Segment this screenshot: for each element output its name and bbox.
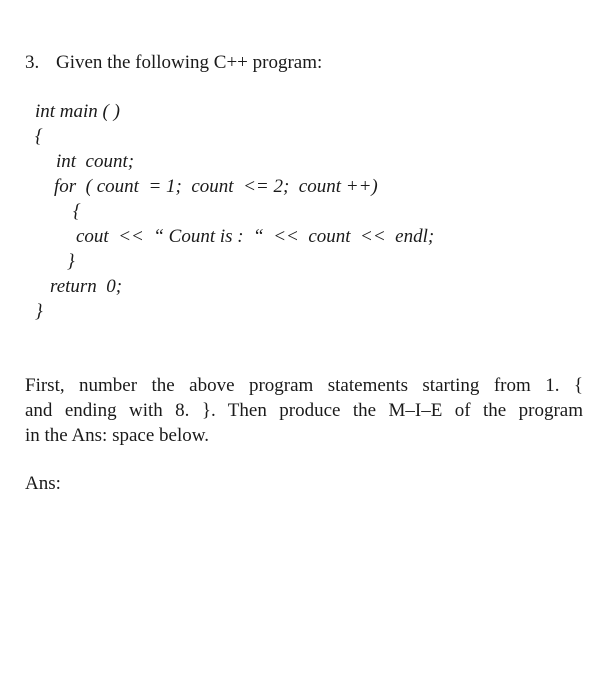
code-line-7: } [67,251,75,272]
code-line-8: return 0; [50,276,123,297]
instructions-line-2: and ending with 8. }. Then produce the M–I–E of the program [25,400,583,421]
instructions-line-1: First, number the above program statements starting from 1. { [25,375,583,396]
instructions-paragraph [25,373,583,448]
code-line-4: for ( count = 1; count <= 2; count ++) [54,176,378,197]
code-line-1: int main ( ) [35,101,120,122]
code-line-5: { [73,201,81,222]
code-line-3: int count; [56,151,135,172]
code-line-2: { [35,126,43,147]
question-prompt: Given the following C++ program: [56,52,323,73]
instructions-line-3: in the Ans: space below. [25,425,209,446]
answer-label: Ans: [25,473,61,494]
code-line-9: } [35,301,43,322]
code-line-6: cout << “ Count is : “ << count << endl; [76,226,435,247]
question-number: 3. [25,52,40,73]
